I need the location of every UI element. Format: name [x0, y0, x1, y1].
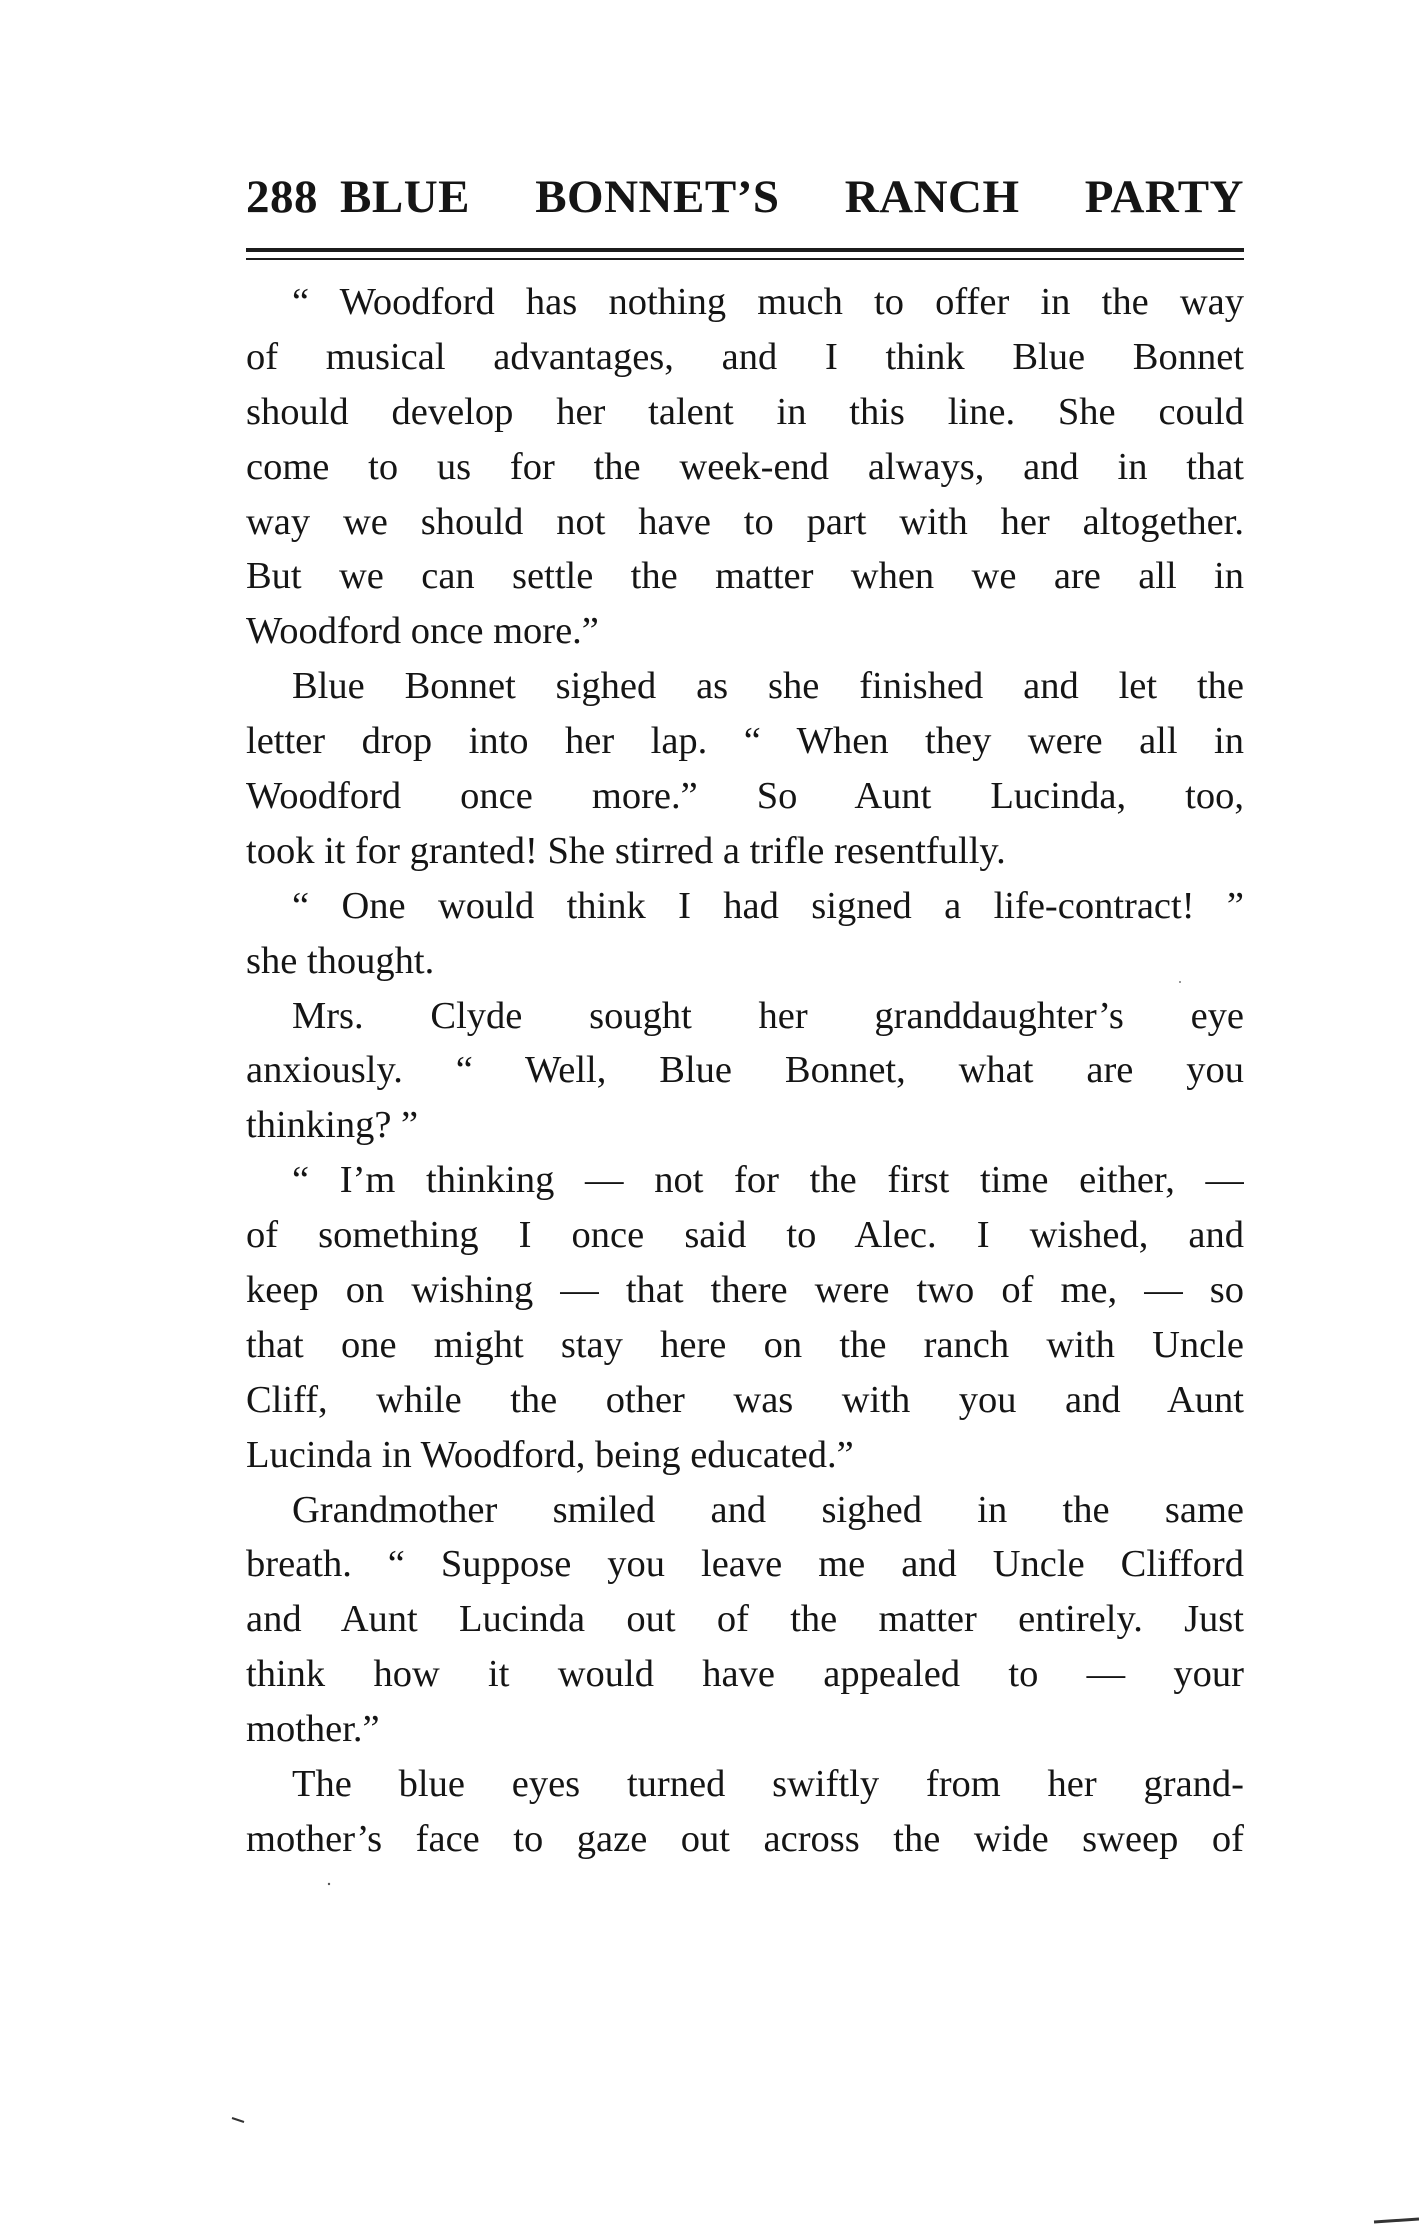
text-line: she thought. — [246, 939, 435, 982]
text-line: way we should not have to part with her altogether. — [246, 500, 1244, 543]
text-line: “ Woodford has nothing much to offer in the way — [292, 281, 1244, 323]
text-line: Mrs. Clyde sought her granddaughter’s eye — [292, 994, 1244, 1037]
text-line: Grandmother smiled and sighed in the same — [292, 1488, 1244, 1531]
page-number: 288 — [246, 171, 318, 223]
text-line: breath. “ Suppose you leave me and Uncle Clifford — [246, 1543, 1244, 1586]
speck — [328, 1883, 330, 1885]
text-line: should develop her talent in this line. She could — [246, 390, 1244, 433]
text-line: Woodford once more.” So Aunt Lucinda, too, — [246, 775, 1244, 818]
text-line: Woodford once more.” — [246, 610, 599, 653]
text-line: that one might stay here on the ranch with Uncle — [246, 1323, 1244, 1366]
text-line: But we can settle the matter when we are all in — [246, 555, 1244, 598]
text-line: mother.” — [246, 1708, 380, 1751]
text-line: The blue eyes turned swiftly from her grand- — [292, 1763, 1244, 1806]
text-line: “ I’m thinking — not for the first time either, — — [292, 1159, 1244, 1202]
text-line: think how it would have appealed to — your — [246, 1653, 1244, 1696]
speck — [1374, 2219, 1419, 2222]
text-line: of something I once said to Alec. I wished, and — [246, 1214, 1244, 1257]
text-line: letter drop into her lap. “ When they were all in — [246, 720, 1244, 763]
text-line: Cliff, while the other was with you and Aunt — [246, 1378, 1244, 1421]
text-line: and Aunt Lucinda out of the matter entirely. Just — [246, 1598, 1244, 1641]
text-line: anxiously. “ Well, Blue Bonnet, what are you — [246, 1049, 1244, 1092]
text-line: “ One would think I had signed a life-contract! ” — [292, 884, 1244, 927]
text-line: took it for granted! She stirred a trifle resentfully. — [246, 829, 1006, 872]
text-line: Lucinda in Woodford, being educated.” — [246, 1433, 854, 1476]
text-line: keep on wishing — that there were two of me, — so — [246, 1269, 1244, 1312]
text-line: mother’s face to gaze out across the wide sweep of — [246, 1817, 1244, 1860]
speck — [232, 2118, 244, 2122]
text-line: come to us for the week-end always, and in that — [246, 445, 1244, 488]
text-line: thinking? ” — [246, 1104, 419, 1147]
speck — [1179, 981, 1181, 983]
text-line: Blue Bonnet sighed as she finished and let the — [292, 665, 1244, 708]
running-title: BLUE BONNET’S RANCH PARTY — [340, 171, 1244, 223]
text-line: of musical advantages, and I think Blue Bonnet — [246, 335, 1244, 378]
